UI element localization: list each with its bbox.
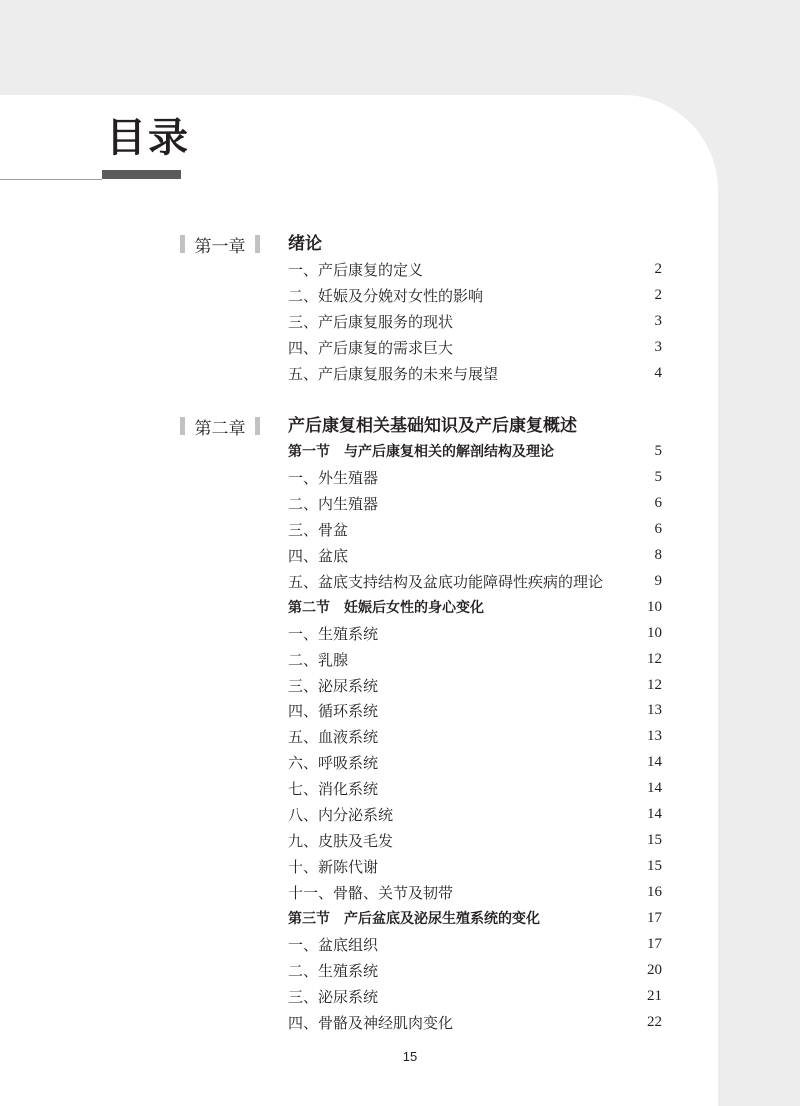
- title-rule: [0, 179, 102, 180]
- entry-page: 4: [654, 364, 662, 381]
- toc-section-entry[interactable]: [288, 596, 662, 618]
- entry-page: 13: [647, 727, 662, 744]
- entry-text: 四、循环系统: [288, 701, 379, 720]
- toc-section-entry[interactable]: [288, 907, 662, 929]
- entry-page: 21: [647, 987, 662, 1004]
- toc-entry[interactable]: [288, 829, 662, 851]
- toc-entry[interactable]: [288, 855, 662, 877]
- entry-page: 8: [654, 546, 662, 563]
- entry-page: 2: [654, 286, 662, 303]
- toc-entry[interactable]: [288, 959, 662, 981]
- entry-text: 二、妊娠及分娩对女性的影响: [288, 286, 484, 305]
- toc-entry[interactable]: [288, 699, 662, 721]
- entry-page: 20: [647, 961, 662, 978]
- entry-text: 七、消化系统: [288, 779, 379, 798]
- entry-page: 3: [654, 312, 662, 329]
- entry-page: 5: [654, 468, 662, 485]
- toc-entry[interactable]: [288, 674, 662, 696]
- entry-text: 一、盆底组织: [288, 935, 379, 954]
- toc-entry[interactable]: [288, 362, 662, 384]
- toc-entry[interactable]: [288, 751, 662, 773]
- entry-text: 四、骨骼及神经肌肉变化: [288, 1013, 454, 1032]
- toc-entry[interactable]: [288, 777, 662, 799]
- entry-text: 三、骨盆: [288, 520, 349, 539]
- chapter-label: 第二章: [180, 415, 260, 437]
- entry-text: 十、新陈代谢: [288, 857, 379, 876]
- toc-entry[interactable]: [288, 570, 662, 592]
- entry-page: 14: [647, 805, 662, 822]
- chapter-title: 绪论: [288, 234, 322, 254]
- entry-text: 五、产后康复服务的未来与展望: [288, 364, 499, 383]
- entry-text: 四、产后康复的需求巨大: [288, 338, 454, 357]
- entry-text: 八、内分泌系统: [288, 805, 394, 824]
- entry-text: 三、泌尿系统: [288, 987, 379, 1006]
- entry-text: 十一、骨骼、关节及韧带: [288, 883, 454, 902]
- entry-page: 14: [647, 753, 662, 770]
- entry-page: 6: [654, 520, 662, 537]
- toc-entry[interactable]: [288, 284, 662, 306]
- toc-entry[interactable]: [288, 466, 662, 488]
- entry-page: 2: [654, 260, 662, 277]
- entry-page: 5: [654, 442, 662, 459]
- page-title: 目录: [106, 114, 190, 161]
- entry-text: 第一节 与产后康复相关的解剖结构及理论: [288, 444, 554, 460]
- entry-text: 第三节 产后盆底及泌尿生殖系统的变化: [288, 911, 540, 927]
- entry-text: 一、生殖系统: [288, 624, 379, 643]
- toc-entry[interactable]: [288, 933, 662, 955]
- entry-text: 一、外生殖器: [288, 468, 379, 487]
- toc-section-entry[interactable]: [288, 440, 662, 462]
- toc-entry[interactable]: [288, 622, 662, 644]
- entry-page: 22: [647, 1013, 662, 1030]
- toc-entry[interactable]: [288, 881, 662, 903]
- toc-entry[interactable]: [288, 492, 662, 514]
- entry-page: 12: [647, 650, 662, 667]
- entry-text: 三、产后康复服务的现状: [288, 312, 454, 331]
- entry-page: 10: [647, 624, 662, 641]
- entry-text: 五、盆底支持结构及盆底功能障碍性疾病的理论: [288, 572, 604, 591]
- entry-page: 17: [647, 935, 662, 952]
- entry-text: 二、内生殖器: [288, 494, 379, 513]
- toc-entry[interactable]: [288, 336, 662, 358]
- entry-text: 三、泌尿系统: [288, 676, 379, 695]
- toc-entry[interactable]: [288, 310, 662, 332]
- entry-page: 3: [654, 338, 662, 355]
- entry-page: 15: [647, 857, 662, 874]
- toc-entry[interactable]: [288, 985, 662, 1007]
- entry-text: 九、皮肤及毛发: [288, 831, 394, 850]
- entry-text: 六、呼吸系统: [288, 753, 379, 772]
- toc-entry[interactable]: [288, 648, 662, 670]
- entry-text: 四、盆底: [288, 546, 349, 565]
- toc-entry[interactable]: [288, 725, 662, 747]
- entry-page: 15: [647, 831, 662, 848]
- toc-entry[interactable]: [288, 1011, 662, 1033]
- entry-text: 五、血液系统: [288, 727, 379, 746]
- toc-entry[interactable]: [288, 544, 662, 566]
- entry-page: 13: [647, 701, 662, 718]
- entry-page: 9: [654, 572, 662, 589]
- entry-text: 二、生殖系统: [288, 961, 379, 980]
- entry-page: 10: [647, 598, 662, 615]
- entry-page: 17: [647, 909, 662, 926]
- toc-entry[interactable]: [288, 258, 662, 280]
- toc-entry[interactable]: [288, 803, 662, 825]
- entry-page: 12: [647, 676, 662, 693]
- entry-page: 14: [647, 779, 662, 796]
- entry-page: 16: [647, 883, 662, 900]
- entry-text: 二、乳腺: [288, 650, 349, 669]
- entry-text: 一、产后康复的定义: [288, 260, 424, 279]
- page-number: 15: [402, 1049, 418, 1064]
- chapter-title: 产后康复相关基础知识及产后康复概述: [288, 416, 577, 436]
- entry-text: 第二节 妊娠后女性的身心变化: [288, 600, 484, 616]
- chapter-label: 第一章: [180, 233, 260, 255]
- title-accent-bar: [102, 170, 181, 179]
- entry-page: 6: [654, 494, 662, 511]
- toc-entry[interactable]: [288, 518, 662, 540]
